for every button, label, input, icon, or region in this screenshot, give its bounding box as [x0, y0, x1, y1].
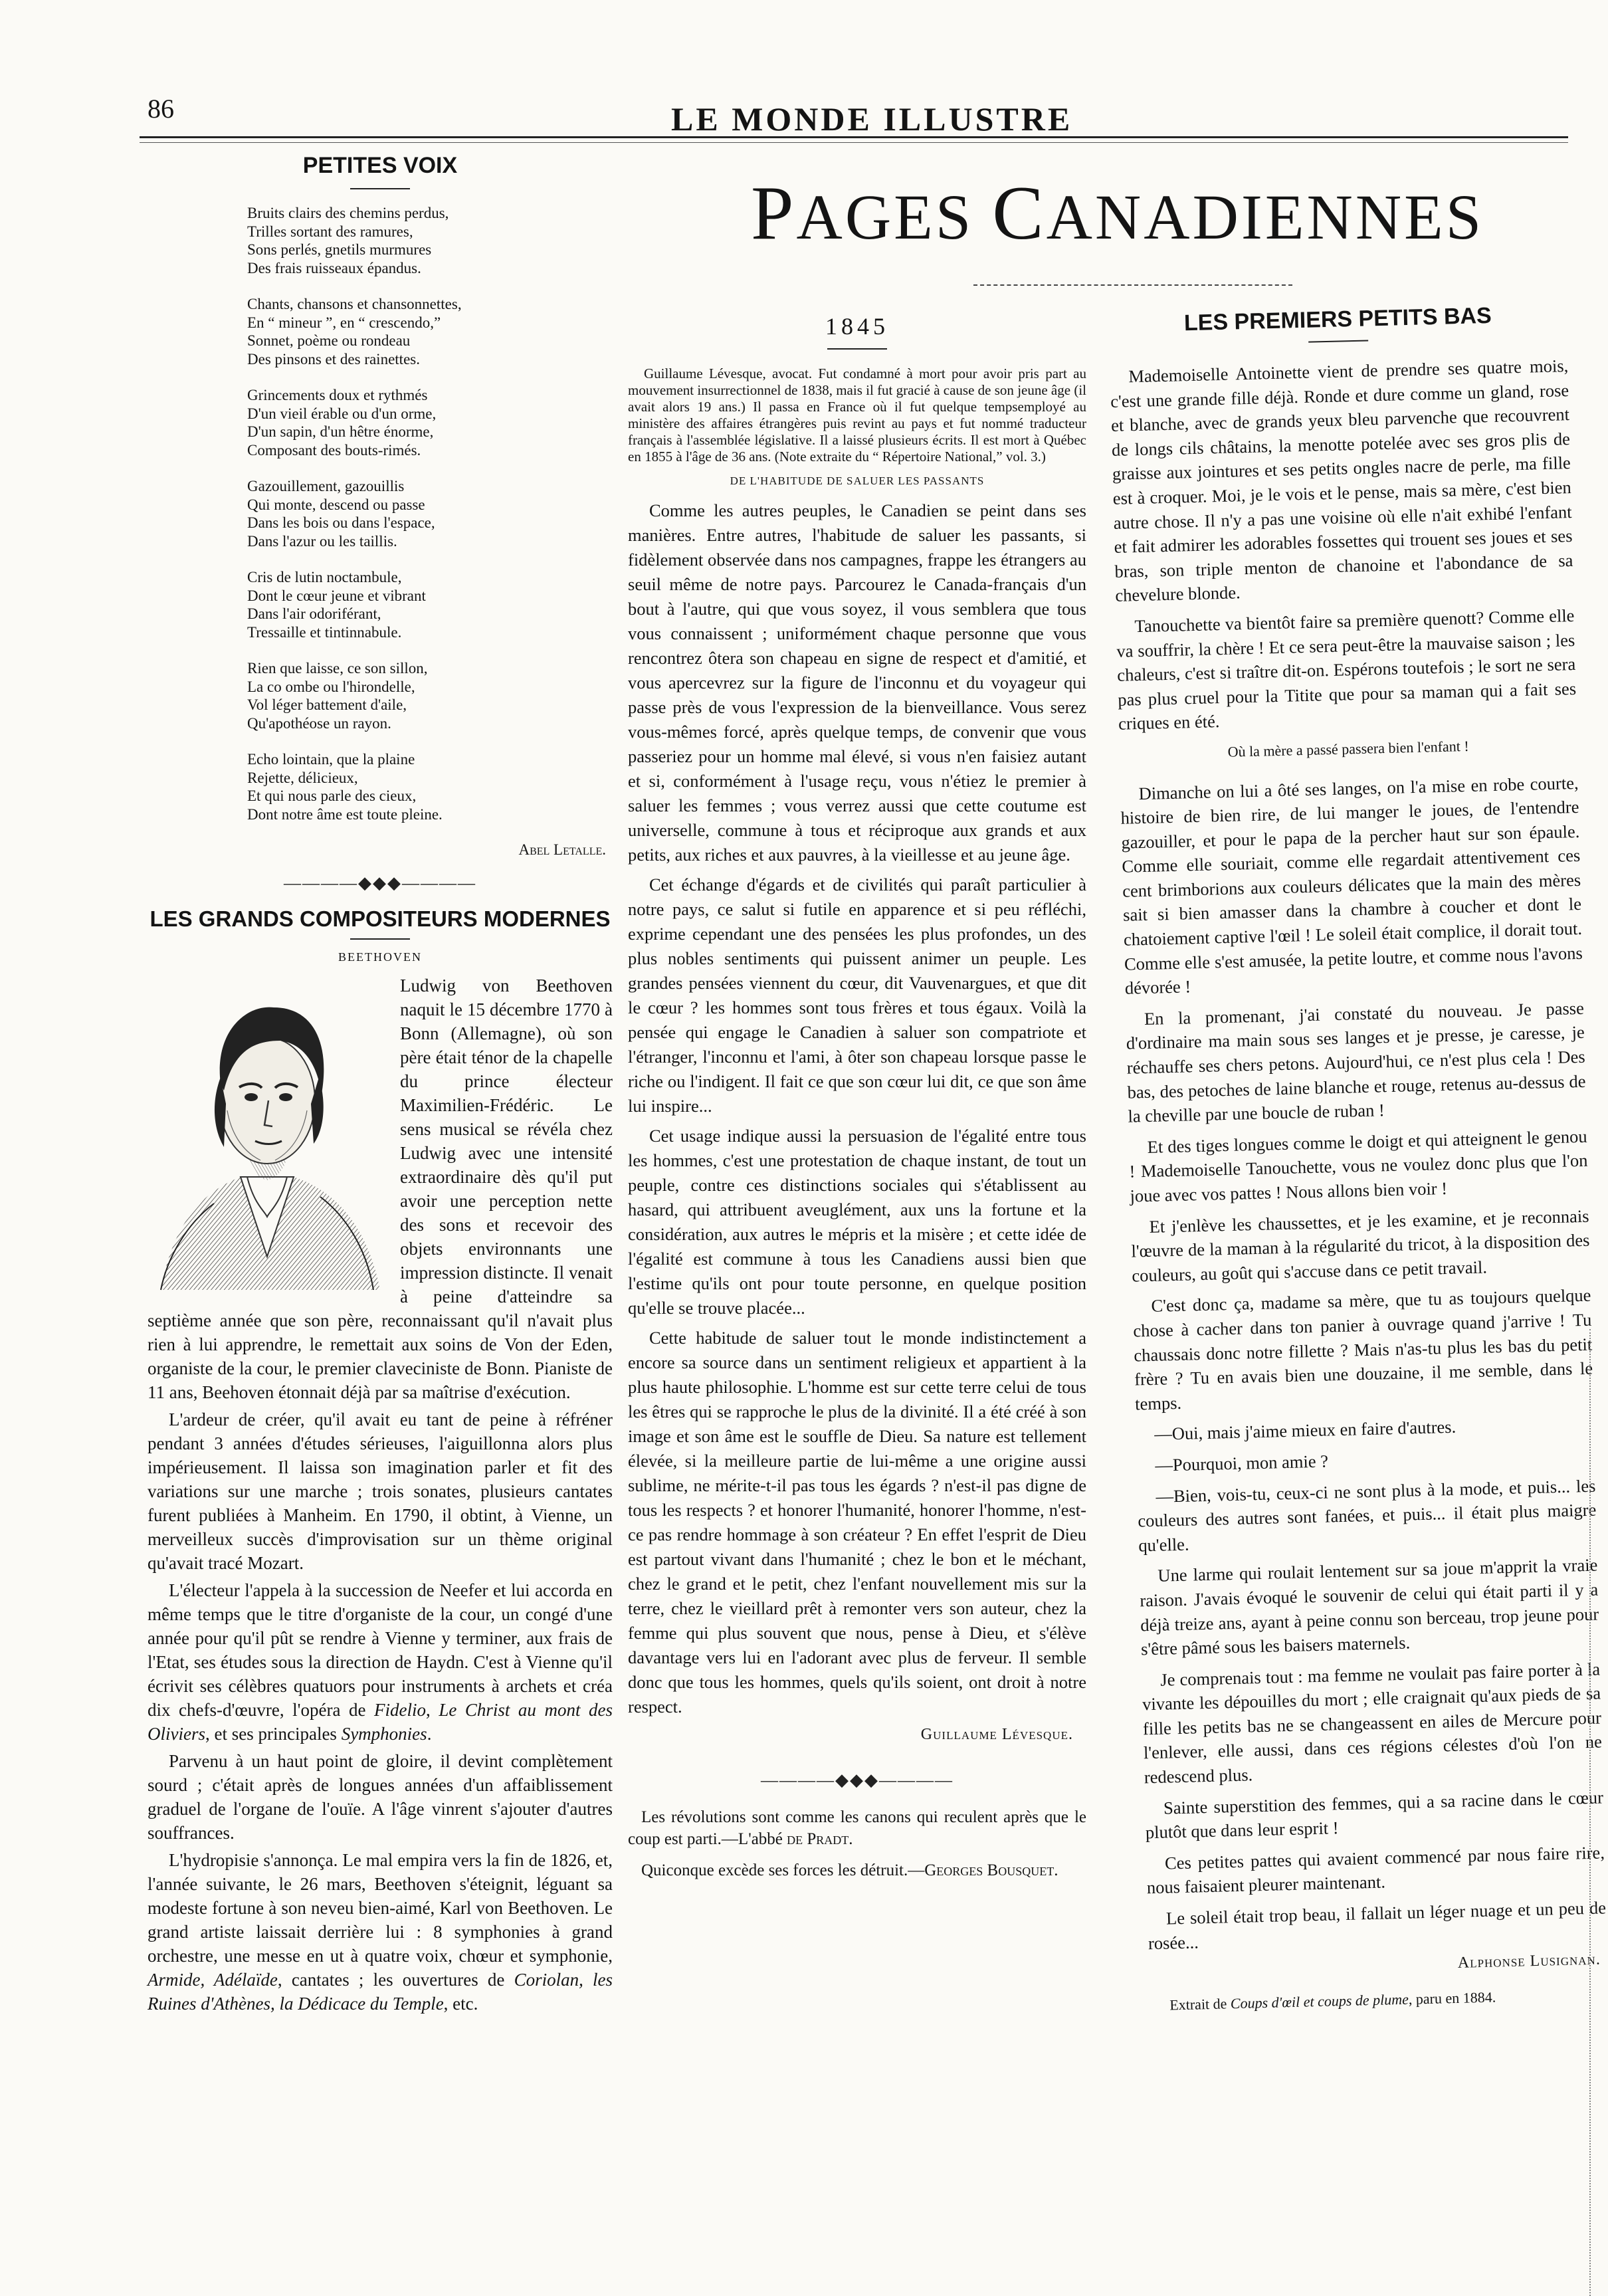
story-title: LES PREMIERS PETITS BAS: [1183, 302, 1492, 336]
poem-stanza: [247, 659, 613, 732]
page-number: 86: [148, 94, 174, 124]
poem-line: Dans l'azur ou les taillis.: [247, 532, 397, 550]
article-signature: Guillaume Lévesque.: [920, 1726, 1073, 1743]
poem-line: Chants, chansons et chansonnettes,: [247, 296, 462, 312]
paragraph: Je comprenais tout : ma femme ne voulait pas faire porter à la vivante les dépouilles du mort ; elle craignait qu'aux pieds de sa fille les petits bas ne se changeassent en ailes de Mercure pour l'enlever, elle aussi, dans ces régions célestes d'où l'on ne redescend plus.: [1142, 1659, 1603, 1788]
poem-line: Sons perlés, gnetils murmures: [247, 241, 432, 258]
paragraph: L'hydropisie s'annonça. Le mal empira vers la fin de 1826, et, l'année suivante, le 26 mars, Beethoven s'éteignit, léguant sa modeste fortune à son neveu bien-aimé, Karl von Beethoven. Le grand artiste laissait derrière lui : 8 symphonies à grand orchestre, une messe en ut à quatre voix, chœur et symphonie, Armide, Adélaïde, cantates ; les ouvertures de Coriolan, les Ruines d'Athènes, la Dédicace du Temple, etc.: [148, 1850, 613, 2014]
poem-stanza: [247, 295, 613, 368]
journal-title: LE MONDE ILLUSTRE: [671, 100, 1073, 138]
poem-stanza: [247, 750, 613, 823]
poem-line: Dans l'air odoriférant,: [247, 605, 381, 622]
right-column: [1108, 301, 1608, 2014]
subsection-title-beethoven: BEETHOVEN: [338, 950, 422, 964]
poem-line: Qu'apothéose un rayon.: [247, 714, 391, 732]
poem-line: Echo lointain, que la plaine: [247, 751, 415, 768]
poem-line: Tressaille et tintinnabule.: [247, 623, 402, 641]
paragraph: Parvenu à un haut point de gloire, il devint complètement sourd ; c'était après de longues années d'un affaiblissement graduel de l'organe de l'ouïe. A l'âge vinrent s'ajouter d'autres souffrances.: [148, 1751, 613, 1843]
paragraph: Cette habitude de saluer tout le monde indistinctement a encore sa source dans un sentiment religieux et appartient à la plus haute philosophie. L'homme est sur cette terre celui de tous les êtres qui se rapproche le plus de la divinité. Il a été créé à son image et son âme est le souffle de Dieu. Sa nature est tellement élevée, si la meilleure partie de lui-même a une origine aussi sublime, ne mérite-t-il pas tous les égards ? n'est-il pas digne de tous les respects ? et honorer l'humanité, honorer l'homme, n'est-ce pas rendre hommage à son créateur ? En effet l'esprit de Dieu est partout vivant dans l'humanité ; chez le bon et le méchant, chez le grand et le petit, chez l'enfant nouvellement mis sur la terre, chez le vieillard prêt à remonter vers son auteur, chez la femme qui plus souvent que nous, pense à Dieu, et s'élève davantage vers lui en l'adorant avec plus de ferveur. Il semble donc que tous les hommes, quels qu'ils soient, ont droit à notre respect.: [628, 1328, 1086, 1717]
poem-line: En “ mineur ”, en “ crescendo,”: [247, 314, 441, 331]
paragraph: C'est donc ça, madame sa mère, que tu as toujours quelque chose à cacher dans ton panier à ouvrage quand j'arrive ! Tu chaussais donc notre fillette ? Mais n'as-tu plus les bas du petit frère ? Tu en avais bien une douzaine, il me semble, dans le temps.: [1133, 1285, 1593, 1414]
title-rule: [350, 188, 410, 189]
paragraph: Une larme qui roulait lentement sur sa joue m'apprit la vraie raison. J'avais évoqué le souvenir de celui qui était parti il y a déjà treize ans, ayant à peine connu son berceau, trop jeune pour s'être pâmé sous les baisers maternels.: [1140, 1554, 1599, 1659]
beethoven-article: [148, 974, 613, 2016]
poem-line: Rejette, délicieux,: [247, 769, 358, 786]
poem-line: Grincements doux et rythmés: [247, 387, 428, 403]
poem-line: Sonnet, poème ou rondeau: [247, 332, 411, 349]
header-rule-thin: [140, 142, 1568, 143]
quotations: [628, 1806, 1086, 1881]
poem-stanza: [247, 477, 613, 550]
poem-line: D'un vieil érable ou d'un orme,: [247, 405, 437, 422]
poem-author: Abel Letalle.: [518, 841, 606, 858]
paragraph: Ces petites pattes qui avaient commencé par nous faire rire, nous faisaient pleurer maintenant.: [1146, 1842, 1605, 1898]
story-author: Alphonse Lusignan.: [1457, 1950, 1601, 1972]
poem-line: Dans les bois ou dans l'espace,: [247, 514, 435, 531]
paragraph: L'électeur l'appela à la succession de Neefer et lui accorda en même temps que le titre d'organiste de la cour, un congé d'une année pour qu'il pût se rendre à Vienne y terminer, aux frais de l'Etat, ses études sous la direction de Haydn. C'est à Vienne qu'il écrivit ses célèbres quatuors pour instruments à archets et créa dix chefs-d'œuvre, l'opéra de Fidelio, Le Christ au mont des Oliviers, et ses principales Symphonies.: [148, 1580, 613, 1744]
title-rule: [350, 938, 410, 940]
paragraph: Et j'enlève les chaussettes, et je les examine, et je reconnais l'œuvre de la maman à la régularité du tricot, à la disposition des couleurs, au goût qui s'accuse dans ce petit travail.: [1131, 1205, 1590, 1286]
ornament-divider: ————◆◆◆————: [284, 873, 476, 892]
paragraph: L'ardeur de créer, qu'il avait eu tant de peine à réfréner pendant 3 années d'études sérieuses, l'aiguillonna alors plus impérieusement. Il laissa son imagination parler et fit des variations sur une marche ; trois sonates, plusieurs cantates furent publiées à Manheim. En 1790, il obtint, à Vienne, un merveilleux succès d'improvisation sur un thème original qu'avait tracé Mozart.: [148, 1409, 613, 1573]
poem-line: Des pinsons et des rainettes.: [247, 350, 420, 367]
paragraph: —Oui, mais j'aime mieux en faire d'autres.: [1154, 1417, 1457, 1445]
section-title-composers: LES GRANDS COMPOSITEURS MODERNES: [150, 906, 611, 931]
poem-line: Et qui nous parle des cieux,: [247, 787, 417, 804]
poem-line: Cris de lutin noctambule,: [247, 569, 402, 585]
poem-line: Dont notre âme est toute pleine.: [247, 805, 443, 823]
petits-bas-story: [1110, 354, 1607, 1955]
poem-stanza: [247, 204, 613, 277]
title-rule: [827, 348, 887, 350]
paragraph: Mademoiselle Antoinette vient de prendre ses quatre mois, c'est une grande fille déjà. Ronde et dure comme un gland, rose et blanche, avec de grands yeux bleu parvenche que recouvrent de longs cils châtains, la menotte potelée avec ses gros plis de graisse aux jointures et ses petits ongles nacre de perle, ma fille est à croquer. Moi, je le vois et le pense, mais sa mère, c'est bien autre chose. Il n'y a pas une voisine où elle n'ait exhibé l'enfant et fait admirer les adorables fossettes qui trouent ses joues et ses bras, son triple menton de chanoine et l'abondance de sa chevelure blonde.: [1110, 356, 1573, 606]
poem-line: Bruits clairs des chemins perdus,: [247, 205, 449, 221]
paragraph: Sainte superstition des femmes, qui a sa racine dans le cœur plutôt que dans leur esprit !: [1145, 1787, 1604, 1843]
poem-title: PETITES VOIX: [302, 153, 458, 178]
poem-line: Dont le cœur jeune et vibrant: [247, 587, 426, 604]
poem-line: D'un sapin, d'un hêtre énorme,: [247, 423, 434, 440]
paragraph: En la promenant, j'ai constaté du nouveau. Je passe d'ordinaire ma main sous ses langes et je presse, je caresse, je réchauffe ses chers petons. Aujourd'hui, ce n'est plus cela ! Des bas, des petoches de laine blanche et rouge, retenus au-dessus de la cheville par une boucle de ruban !: [1126, 997, 1586, 1126]
page-title: PAGES CANADIENNES: [751, 171, 1484, 256]
paragraph: Cet échange d'égards et de civilités qui paraît particulier à notre pays, ce salut si futile en apparence et si peu réfléchi, exprime cependant une des pensées les plus profondes, un des plus nobles sentiments qui puissent animer un peuple. Les grandes pensées viennent du cœur, dit Vauvenargues, et que dit le cœur ? les hommes sont tous frères et tous égaux. Voilà la pensée qui engage le Canadien à saluer son compatriote et l'étranger, l'inconnu et l'ami, à ôter son chapeau lorsque passe le riche ou l'indigent. Il fait ce que son cœur lui dit, ce que son âme lui inspire...: [628, 875, 1086, 1116]
paragraph: Et des tiges longues comme le doigt et qui atteignent le genou ! Mademoiselle Tanouchette, vous ne voulez donc plus que l'on joue avec vos pattes ! Nous allons bien voir !: [1129, 1126, 1588, 1206]
poem-line: Vol léger battement d'aile,: [247, 696, 407, 713]
biographical-note: Guillaume Lévesque, avocat. Fut condamné à mort pour avoir pris part au mouvement insurrectionnel de 1838, mais il fut gracié à cause de son jeune âge (il avait alors 19 ans.) Il passa en France où il fut quelque tempsemployé au ministère des affaires étrangères puis revint au pays et fut nommé traducteur français à l'assemblée législative. Il a laissé plusieurs écrits. Il est mort à Québec en 1855 à l'âge de 36 ans. (Note extraite du “ Répertoire National,” vol. 3.): [628, 365, 1086, 465]
article-date: 1845: [825, 313, 889, 340]
poem-body: [148, 204, 613, 823]
poem-stanza: [247, 568, 613, 641]
paragraph: Le soleil était trop beau, il fallait un léger nuage et un peu de rosée...: [1148, 1897, 1607, 1953]
title-divider: [973, 284, 1292, 286]
header-rule: [140, 136, 1568, 138]
poem-line: La co ombe ou l'hirondelle,: [247, 678, 415, 695]
salutation-article: [628, 498, 1086, 1719]
poem-line: Rien que laisse, ce son sillon,: [247, 660, 428, 677]
article-subtitle: DE L'HABITUDE DE SALUER LES PASSANTS: [730, 474, 985, 487]
paragraph: Comme les autres peuples, le Canadien se peint dans ses manières. Entre autres, l'habitude de saluer les passants, si fidèlement observée dans nos campagnes, frappe les étrangers au seuil même de notre pays. Parcourez le Canada-français d'un bout à l'autre, qui que vous soyez, il vous semblera que tous vous connaissent ; uniformément chaque personne que vous rencontrez ôtera son chapeau en signe de respect et d'amitié, et vous apercevrez sur la figure de l'inconnu et du voyageur qui passe près de vous l'expression de la bienveillance. Vous serez vous-mêmes forcé, après quelque temps, de convenir que vous passeriez pour un homme mal élevé, si vous n'en faisiez autant et si, conformément à l'usage reçu, vous n'étiez le premier à saluer les femmes ; vous verrez aussi que cette coutume est universelle, commune à tous et réciproque aux grands et aux petits, aux riches et aux pauvres, à la vieillesse et au jeune âge.: [628, 500, 1086, 865]
paragraph: —Pourquoi, mon amie ?: [1155, 1451, 1329, 1475]
paragraph: Tanouchette va bientôt faire sa première quenott? Comme elle va souffrir, la chère ! Et ce sera peut-être la mauvaise saison ; les chaleurs, c'est si traître dit-on. Espérons toutefois ; le sort ne sera pas plus cruel pour la Titite que pour sa maman qui a fait ses criques en été.: [1116, 605, 1577, 734]
page-edge: [1589, 1329, 1592, 2296]
title-rule: [1308, 340, 1368, 342]
beethoven-portrait: [148, 978, 387, 1297]
left-column: [148, 153, 613, 2019]
middle-column: [628, 312, 1086, 1891]
poem-line: Des frais ruisseaux épandus.: [247, 259, 421, 276]
paragraph: —Bien, vois-tu, ceux-ci ne sont plus à la mode, et puis... les couleurs des autres sont fanées, et puis... il était plus maigre qu'elle.: [1138, 1475, 1597, 1556]
quote: Quiconque excède ses forces les détruit.—Georges Bousquet.: [641, 1861, 1058, 1879]
ornament-divider: ————◆◆◆————: [761, 1770, 954, 1790]
paragraph: Ludwig von Beethoven naquit le 15 décembre 1770 à Bonn (Allemagne), où son père était ténor de la chapelle du prince électeur Maximilien-Frédéric. Le sens musical se révéla chez Ludwig avec une intensité extraordinaire dès qu'il put avoir une perception nette des sons et recevoir des objets environnants une impression distincte. Il venait à peine d'atteindre sa septième année que son père, reconnaissant qu'il n'avait plus rien à lui apprendre, le remettait aux soins de Von der Eden, organiste de la cour, le premier claveciniste de Bonn. Pianiste de 11 ans, Beehoven étonnait déjà par sa maîtrise d'exécution.: [148, 976, 613, 1402]
poem-line: Composant des bouts-rimés.: [247, 441, 421, 459]
poem-stanza: [247, 386, 613, 459]
paragraph: Cet usage indique aussi la persuasion de l'égalité entre tous les hommes, c'est une protestation de chaque instant, de tout un peuple, contre ces distinctions sociales qui s'établissent au hasard, qui attribuent aveuglément, aux uns la fortune et la considération, aux autres le mépris et la misère ; et cette idée de l'égalité est commune à tous les Canadiens aussi bien que l'estime qu'ils ont pour toute personne, en quelque position qu'elle se trouve placée...: [628, 1126, 1086, 1318]
paragraph: Dimanche on lui a ôté ses langes, on l'a mise en robe courte, histoire de bien rire, de lui manger le joues, de l'entendre gazouiller, et pour le papa de la percher haut sur son épaule. Comme elle souriait, comme elle regardait attentivement ces cent brimborions aux couleurs délicates que la main des mères sait si bien amasser dans la chambre à coucher et dont le chatoiement captive l'œil ! Le soleil était complice, il dorait tout. Comme elle s'est amusée, la petite loutre, et comme nous l'avons dévorée !: [1120, 772, 1583, 998]
poem-line: Trilles sortant des ramures,: [247, 223, 413, 240]
poem-line: Qui monte, descend ou passe: [247, 496, 425, 513]
poem-line: Gazouillement, gazouillis: [247, 478, 405, 494]
story-continuation: [1120, 770, 1607, 1955]
source-note: Extrait de Coups d'œil et coups de plume, paru en 1884.: [1169, 1988, 1496, 2014]
quote: Les révolutions sont comme les canons qui reculent après que le coup est parti.—L'abbé de Pradt.: [628, 1808, 1086, 1848]
centered-line: Où la mère a passé passera bien l'enfant !: [1227, 737, 1469, 760]
